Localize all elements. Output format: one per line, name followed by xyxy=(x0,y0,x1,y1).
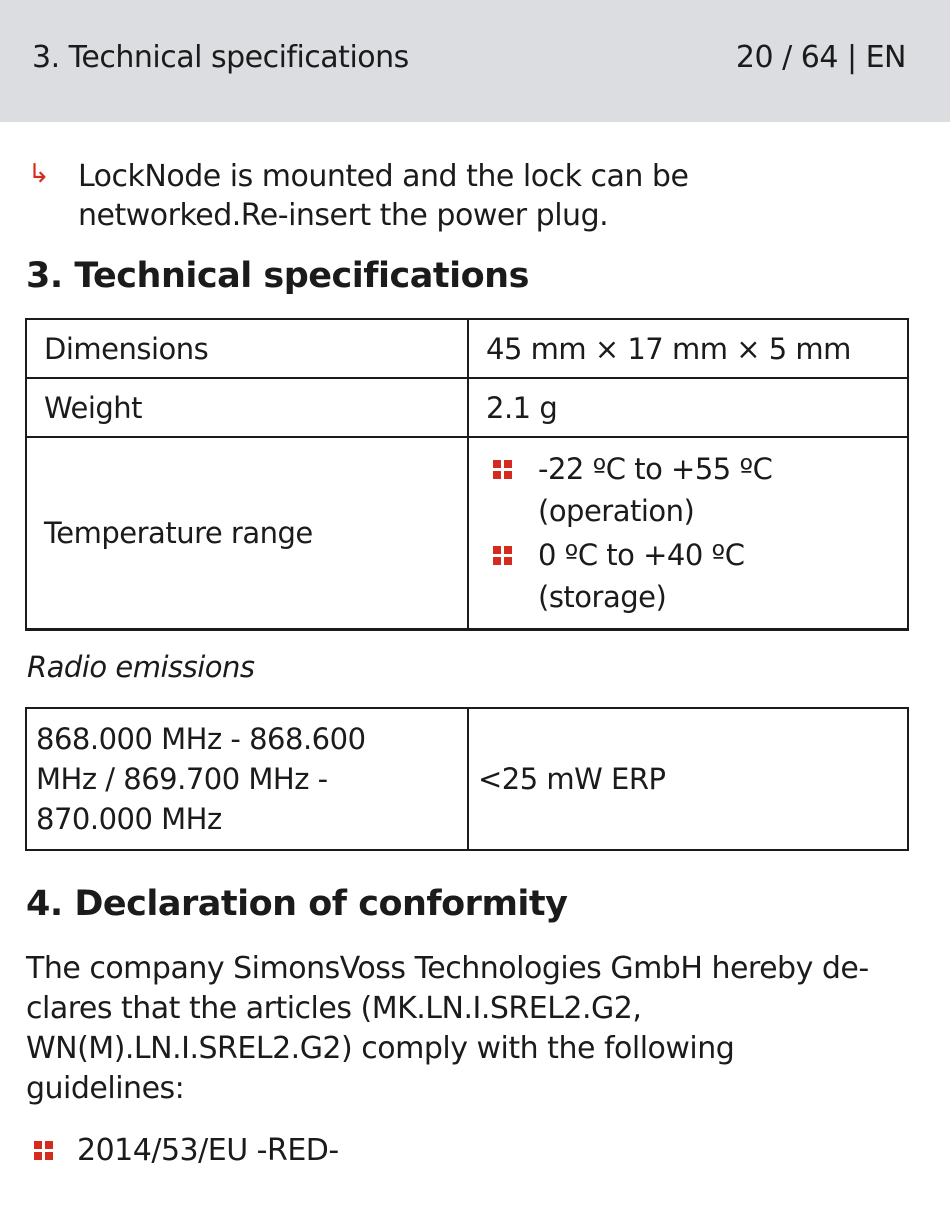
bullet-text-line: 0 ºC to +40 ºC xyxy=(538,538,745,572)
row-label-dimensions: Dimensions xyxy=(26,319,468,378)
list-item xyxy=(26,1131,339,1171)
result-text xyxy=(78,157,908,235)
technical-specifications-table xyxy=(25,318,909,631)
row-label-weight: Weight xyxy=(26,378,468,437)
result-arrow-icon: ↳ xyxy=(28,159,50,189)
paragraph-line: WN(M).LN.I.SREL2.G2) comply with the following xyxy=(26,1031,735,1066)
table-row xyxy=(26,378,908,437)
section-heading-declaration: 4. Declaration of conformity xyxy=(26,884,568,924)
paragraph-line: clares that the articles (MK.LN.I.SREL2.G2, xyxy=(26,991,642,1026)
section-heading-technical-specifications: 3. Technical specifications xyxy=(26,256,529,296)
table-row xyxy=(26,319,908,378)
table-row xyxy=(26,437,908,630)
frequency-line: 870.000 MHz xyxy=(36,802,222,836)
page-indicator: 20 / 64 | EN xyxy=(735,40,906,75)
result-text-line: networked.Re-insert the power plug. xyxy=(78,198,609,233)
row-value-temperature xyxy=(468,437,908,630)
header-section-title: 3. Technical specifications xyxy=(32,40,409,75)
paragraph-line: guidelines: xyxy=(26,1071,185,1106)
guideline-text: 2014/53/EU -RED- xyxy=(77,1133,339,1168)
frequency-line: MHz / 869.700 MHz - xyxy=(36,762,328,796)
row-value-weight: 2.1 g xyxy=(468,378,908,437)
radio-emissions-table xyxy=(25,707,909,851)
table-row xyxy=(26,708,908,850)
power-cell: <25 mW ERP xyxy=(468,708,908,850)
bullet-text-line: (storage) xyxy=(538,580,667,614)
list-item xyxy=(486,448,907,532)
frequency-line: 868.000 MHz - 868.600 xyxy=(36,722,366,756)
list-item xyxy=(486,534,907,618)
radio-emissions-caption: Radio emissions xyxy=(27,650,255,684)
declaration-paragraph xyxy=(26,949,916,1109)
frequency-cell xyxy=(26,708,468,850)
bullet-square-icon xyxy=(493,546,513,566)
page-header xyxy=(0,0,950,122)
result-text-line: LockNode is mounted and the lock can be xyxy=(78,159,689,194)
bullet-square-icon xyxy=(493,460,513,480)
bullet-text-line: -22 ºC to +55 ºC xyxy=(538,452,773,486)
bullet-text-line: (operation) xyxy=(538,494,695,528)
paragraph-line: The company SimonsVoss Technologies GmbH hereby de- xyxy=(26,951,869,986)
row-label-temperature: Temperature range xyxy=(26,437,468,630)
result-step xyxy=(28,157,908,235)
row-value-dimensions: 45 mm × 17 mm × 5 mm xyxy=(468,319,908,378)
bullet-square-icon xyxy=(34,1141,54,1161)
